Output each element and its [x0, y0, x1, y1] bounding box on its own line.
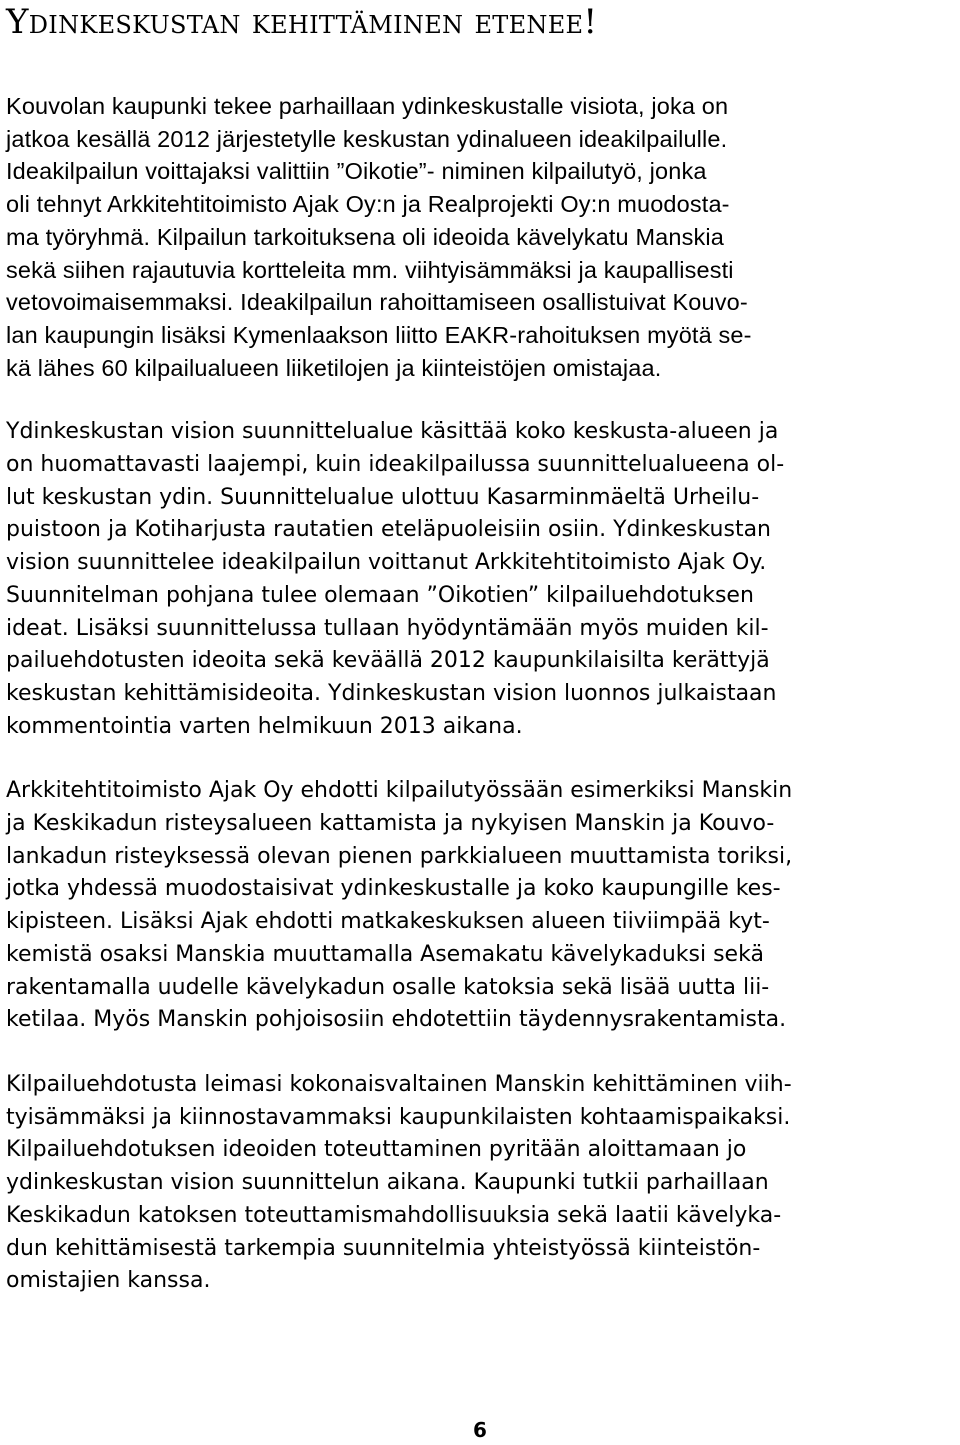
text-line: ja Keskikadun risteysalueen kattamista ja nykyisen Manskin ja Kouvo- [6, 811, 775, 837]
text-line: Ideakilpailun voittajaksi valittiin ”Oikotie”- niminen kilpailutyö, jonka [6, 158, 707, 185]
text-line: ydinkeskustan vision suunnittelun aikana. Kaupunki tutkii parhaillaan [6, 1170, 769, 1196]
paragraph-3 [6, 775, 954, 1037]
text-line: kemistä osaksi Manskia muuttamalla Asemakatu kävelykaduksi sekä [6, 941, 764, 967]
text-line: puistoon ja Kotiharjusta rautatien eteläpuoleisiin osiin. Ydinkeskustan [6, 517, 772, 543]
paragraph-4 [6, 1069, 954, 1298]
text-line: Ydinkeskustan vision suunnittelualue käsittää koko keskusta-alueen ja [6, 419, 779, 445]
text-line: sekä siihen rajautuvia kortteleita mm. viihtyisämmäksi ja kaupallisesti [6, 256, 734, 283]
text-line: Kilpailuehdotusta leimasi kokonaisvaltainen Manskin kehittäminen viih- [6, 1071, 792, 1097]
text-line: ma työryhmä. Kilpailun tarkoituksena oli ideoida kävelykatu Manskia [6, 223, 725, 250]
text-line: tyisämmäksi ja kiinnostavammaksi kaupunkilaisten kohtaamispaikaksi. [6, 1104, 791, 1130]
text-line: vision suunnittelee ideakilpailun voittanut Arkkitehtitoimisto Ajak Oy. [6, 550, 767, 576]
text-line: Keskikadun katoksen toteuttamismahdollisuuksia sekä laatii kävelyka- [6, 1202, 782, 1228]
paragraph-2 [6, 416, 954, 743]
text-line: on huomattavasti laajempi, kuin ideakilpailussa suunnittelualueena ol- [6, 452, 785, 478]
paragraph-1 [6, 90, 954, 384]
article [6, 0, 954, 1330]
page-number: 6 [473, 1418, 487, 1442]
text-line: kommentointia varten helmikuun 2013 aikana. [6, 713, 523, 739]
article-title: Ydinkeskustan kehittäminen etenee! [6, 2, 598, 42]
text-line: keskustan kehittämisideoita. Ydinkeskustan vision luonnos julkaistaan [6, 680, 777, 706]
text-line: Kilpailuehdotuksen ideoiden toteuttaminen pyritään aloittamaan jo [6, 1137, 747, 1163]
article-body [6, 90, 954, 1298]
text-line: oli tehnyt Arkkitehtitoimisto Ajak Oy:n ja Realprojekti Oy:n muodosta- [6, 191, 730, 218]
text-line: Kouvolan kaupunki tekee parhaillaan ydinkeskustalle visiota, joka on [6, 93, 729, 119]
text-line: lut keskustan ydin. Suunnittelualue ulottuu Kasarminmäeltä Urheilu- [6, 484, 760, 510]
text-line: vetovoimaisemmaksi. Ideakilpailun rahoittamiseen osallistuivat Kouvo- [6, 289, 748, 316]
text-line: lan kaupungin lisäksi Kymenlaakson liitto EAKR-rahoituksen myötä se- [6, 321, 752, 348]
text-line: omistajien kanssa. [6, 1268, 211, 1294]
text-line: Arkkitehtitoimisto Ajak Oy ehdotti kilpailutyössään esimerkiksi Manskin [6, 778, 793, 804]
text-line: pailuehdotusten ideoita sekä keväällä 2012 kaupunkilaisilta kerättyjä [6, 648, 770, 674]
text-line: jatkoa kesällä 2012 järjestetylle keskustan ydinalueen ideakilpailulle. [6, 125, 728, 152]
text-line: kipisteen. Lisäksi Ajak ehdotti matkakeskuksen alueen tiiviimpää kyt- [6, 909, 770, 935]
text-line: jotka yhdessä muodostaisivat ydinkeskustalle ja koko kaupungille kes- [6, 876, 781, 902]
text-line: ideat. Lisäksi suunnittelussa tullaan hyödyntämään myös muiden kil- [6, 615, 769, 641]
text-line: dun kehittämisestä tarkempia suunnitelmia yhteistyössä kiinteistön- [6, 1235, 761, 1261]
text-line: ketilaa. Myös Manskin pohjoisosiin ehdotettiin täydennysrakentamista. [6, 1007, 787, 1033]
text-line: Suunnitelman pohjana tulee olemaan ”Oikotien” kilpailuehdotuksen [6, 582, 754, 608]
text-line: rakentamalla uudelle kävelykadun osalle katoksia sekä lisää uutta lii- [6, 974, 770, 1000]
text-line: lankadun risteyksessä olevan pienen parkkialueen muuttamista toriksi, [6, 843, 793, 869]
text-line: kä lähes 60 kilpailualueen liiketilojen ja kiinteistöjen omistajaa. [6, 354, 662, 381]
